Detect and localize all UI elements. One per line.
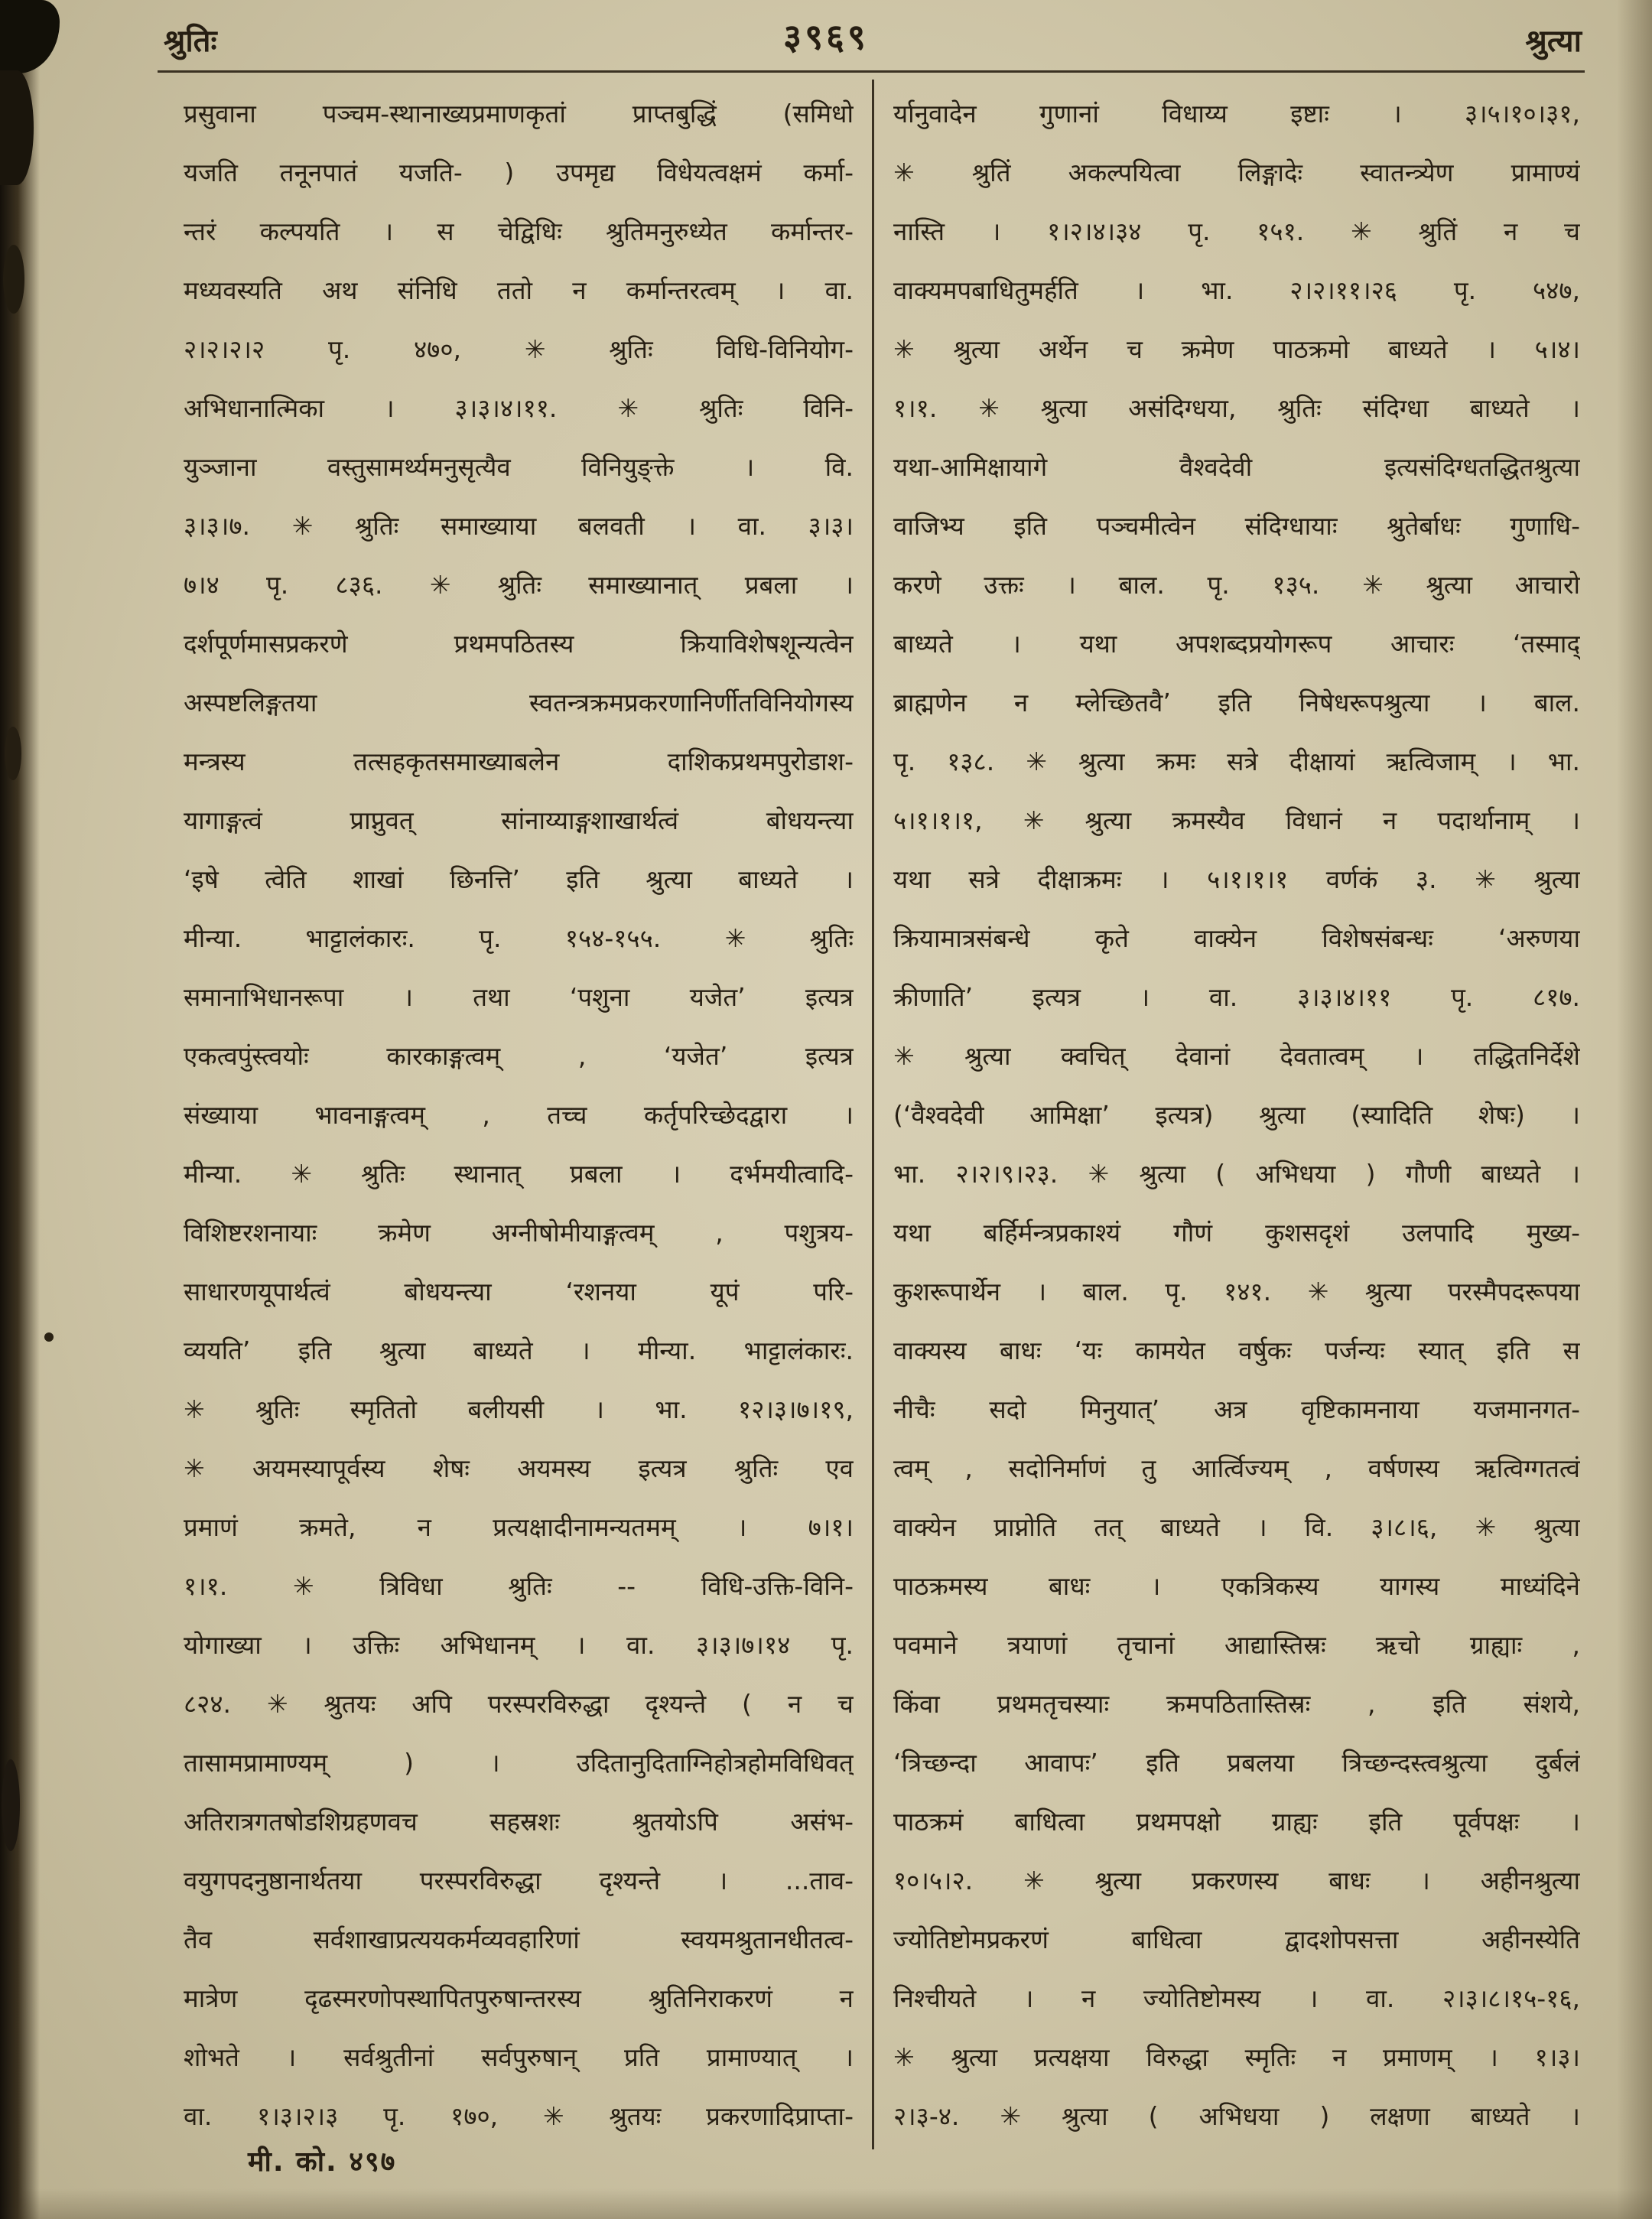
text-line: १०।५।२. ✳ श्रुत्या प्रकरणस्य बाधः । अहीनश्रुत्या [893, 1866, 1580, 1895]
text-line: वाक्यमपबाधितुमर्हति । भा. २।२।११।२६ पृ. ५४७, [893, 275, 1580, 305]
text-line: क्रियामात्रसंबन्धे कृते वाक्येन विशेषसंबन्धः ‘अरुणया [893, 923, 1580, 953]
text-line: व्ययति’ इति श्रुत्या बाध्यते । मीन्या. भाट्टालंकारः. [184, 1336, 854, 1365]
text-line: ✳ श्रुतिः स्मृतितो बलीयसी । भा. १२।३।७।१९, [184, 1394, 854, 1424]
text-line: अस्पष्टलिङ्गतया स्वतन्त्रक्रमप्रकरणानिर्णीतविनियोगस्य [184, 688, 854, 717]
text-line: तैव सर्वशाखाप्रत्ययकर्मव्यवहारिणां स्वयमश्रुतानधीतत्व- [184, 1925, 854, 1954]
header-keyword-right: श्रुत्या [1525, 24, 1582, 59]
text-line: पवमाने त्रयाणां तृचानां आद्यास्तिस्रः ऋचो ग्राह्याः , [893, 1630, 1580, 1660]
text-line: बाध्यते । यथा अपशब्दप्रयोगरूप आचारः ‘तस्माद् [893, 629, 1580, 659]
binding-edge [0, 0, 40, 2219]
page-number: ३९६९ [783, 16, 869, 57]
ink-stain [0, 70, 34, 185]
text-line: संख्याया भावनाङ्गत्वम् , तच्च कर्तृपरिच्छेदद्वारा । [184, 1100, 854, 1130]
left-column [184, 84, 854, 2146]
page-edge-shadow-bottom [0, 2188, 1652, 2219]
text-line: तासामप्रामाण्यम् ) । उदितानुदिताग्निहोत्रहोमविधिवत् [184, 1748, 854, 1778]
text-line: ✳ श्रुत्या प्रत्यक्षया विरुद्धा स्मृतिः न प्रमाणम् । १।३। [893, 2042, 1580, 2072]
text-line: २।३-४. ✳ श्रुत्या ( अभिधया ) लक्षणा बाध्यते । [893, 2101, 1580, 2131]
ink-stain [3, 245, 24, 314]
text-line: न्तरं कल्पयति । स चेद्विधिः श्रुतिमनुरुध्येत कर्मान्तर- [184, 216, 854, 246]
text-line: मध्यवस्यति अथ संनिधि ततो न कर्मान्तरत्वम् । वा. [184, 275, 854, 305]
text-line: वाक्यस्य बाधः ‘यः कामयेत वर्षुकः पर्जन्यः स्यात् इति स [893, 1336, 1580, 1365]
text-line: मीन्या. ✳ श्रुतिः स्थानात् प्रबला । दर्भमयीत्वादि- [184, 1159, 854, 1189]
text-line: १।१. ✳ श्रुत्या असंदिग्धया, श्रुतिः संदिग्धा बाध्यते । [893, 393, 1580, 423]
text-line: नास्ति । १।२।४।३४ पृ. १५१. ✳ श्रुतिं न च [893, 216, 1580, 246]
text-line: वयुगपदनुष्ठानार्थतया परस्परविरुद्धा दृश्यन्ते । ...ताव- [184, 1866, 854, 1895]
header-rule [158, 70, 1585, 73]
text-line: ७।४ पृ. ८३६. ✳ श्रुतिः समाख्यानात् प्रबला । [184, 570, 854, 600]
text-line: त्वम् , सदोनिर्माणं तु आर्त्विज्यम् , वर्षणस्य ऋत्विग्गतत्वं [893, 1453, 1580, 1483]
text-line: निश्चीयते । न ज्योतिष्टोमस्य । वा. २।३।८।१५-१६, [893, 1983, 1580, 2013]
text-line: कुशरूपार्थेन । बाल. पृ. १४१. ✳ श्रुत्या परस्मैपदरूपया [893, 1277, 1580, 1306]
text-line: वा. १।३।२।३ पृ. १७०, ✳ श्रुतयः प्रकरणादिप्राप्ता- [184, 2101, 854, 2131]
text-line: ८२४. ✳ श्रुतयः अपि परस्परविरुद्धा दृश्यन्ते ( न च [184, 1689, 854, 1719]
text-line: शोभते । सर्वश्रुतीनां सर्वपुरुषान् प्रति प्रामाण्यात् । [184, 2042, 854, 2072]
text-line: किंवा प्रथमतृचस्याः क्रमपठितास्तिस्रः , इति संशये, [893, 1689, 1580, 1719]
text-line: नीचैः सदो मिनुयात्’ अत्र वृष्टिकामनाया यजमानगत- [893, 1394, 1580, 1424]
text-line: पाठक्रमस्य बाधः । एकत्रिकस्य यागस्य माध्यंदिने [893, 1571, 1580, 1601]
ink-stain [44, 1332, 54, 1342]
text-line: यथा सत्रे दीक्षाक्रमः । ५।१।१।१ वर्णकं ३. ✳ श्रुत्या [893, 864, 1580, 894]
text-line: पाठक्रमं बाधित्वा प्रथमपक्षो ग्राह्यः इति पूर्वपक्षः । [893, 1807, 1580, 1837]
text-line: करणे उक्तः । बाल. पृ. १३५. ✳ श्रुत्या आचारो [893, 570, 1580, 600]
text-line: पृ. १३८. ✳ श्रुत्या क्रमः सत्रे दीक्षायां ऋत्विजाम् । भा. [893, 747, 1580, 776]
text-line: वाक्येन प्राप्नोति तत् बाध्यते । वि. ३।८।६, ✳ श्रुत्या [893, 1512, 1580, 1542]
text-line: विशिष्टरशनायाः क्रमेण अग्नीषोमीयाङ्गत्वम् , पशुत्रय- [184, 1218, 854, 1248]
text-line: प्रमाणं क्रमते, न प्रत्यक्षादीनामन्यतमम् । ७।१। [184, 1512, 854, 1542]
text-line: समानाभिधानरूपा । तथा ‘पशुना यजेत’ इत्यत्र [184, 982, 854, 1012]
text-line: साधारणयूपार्थत्वं बोधयन्त्या ‘रशनया यूपं परि- [184, 1277, 854, 1306]
text-line: प्रसुवाना पञ्चम-स्थानाख्यप्रमाणकृतां प्राप्तबुद्धिं (समिधो [184, 99, 854, 129]
text-line: ✳ श्रुतिं अकल्पयित्वा लिङ्गादेः स्वातन्त्र्येण प्रामाण्यं [893, 158, 1580, 187]
text-line: यथा-आमिक्षायागे वैश्वदेवी इत्यसंदिग्धतद्धितश्रुत्या [893, 452, 1580, 482]
footer-signature: मी. को. ४९७ [248, 2146, 397, 2178]
text-line: मात्रेण दृढस्मरणोपस्थापितपुरुषान्तरस्य श्रुतिनिराकरणं न [184, 1983, 854, 2013]
text-line: र्यानुवादेन गुणानां विधाय्य इष्टाः । ३।५।१०।३१, [893, 99, 1580, 129]
text-line: अभिधानात्मिका । ३।३।४।११. ✳ श्रुतिः विनि- [184, 393, 854, 423]
text-line: २।२।२।२ पृ. ४७०, ✳ श्रुतिः विधि-विनियोग- [184, 334, 854, 364]
text-line: यथा बर्हिर्मन्त्रप्रकाश्यं गौणं कुशसदृशं उलपादि मुख्य- [893, 1218, 1580, 1248]
text-line: ‘त्रिच्छन्दा आवापः’ इति प्रबलया त्रिच्छन्दस्त्वश्रुत्या दुर्बलं [893, 1748, 1580, 1778]
text-line: ३।३।७. ✳ श्रुतिः समाख्याया बलवती । वा. ३।३। [184, 511, 854, 541]
text-line: ‘इषे त्वेति शाखां छिनत्ति’ इति श्रुत्या बाध्यते । [184, 864, 854, 894]
text-line: एकत्वपुंस्त्वयोः कारकाङ्गत्वम् , ‘यजेत’ इत्यत्र [184, 1041, 854, 1071]
text-line: यागाङ्गत्वं प्राप्नुवत् सांनाय्याङ्गशाखार्थत्वं बोधयन्त्या [184, 805, 854, 835]
column-divider [872, 80, 874, 2149]
text-line: (‘वैश्वदेवी आमिक्षा’ इत्यत्र) श्रुत्या (स्यादिति शेषः) । [893, 1100, 1580, 1130]
text-line: युञ्जाना वस्तुसामर्थ्यमनुसृत्यैव विनियुङ्क्ते । वि. [184, 452, 854, 482]
ink-stain [2, 1759, 20, 1851]
text-line: योगाख्या । उक्तिः अभिधानम् । वा. ३।३।७।१४ पृ. [184, 1630, 854, 1660]
page-edge-shadow-right [1617, 0, 1652, 2219]
right-column [893, 84, 1580, 2146]
text-line: मन्त्रस्य तत्सहकृतसमाख्याबलेन दाशिकप्रथमपुरोडाश- [184, 747, 854, 776]
text-line: यजति तनूनपातं यजति- ) उपमृद्य विधेयत्वक्षमं कर्मा- [184, 158, 854, 187]
text-line: वाजिभ्य इति पञ्चमीत्वेन संदिग्धायाः श्रुतेर्बाधः गुणाधि- [893, 511, 1580, 541]
text-line: ✳ श्रुत्या क्वचित् देवानां देवतात्वम् । तद्धितनिर्देशे [893, 1041, 1580, 1071]
header-keyword-left: श्रुतिः [164, 24, 217, 59]
text-line: ✳ अयमस्यापूर्वस्य शेषः अयमस्य इत्यत्र श्रुतिः एव [184, 1453, 854, 1483]
text-line: क्रीणाति’ इत्यत्र । वा. ३।३।४।११ पृ. ८१७. [893, 982, 1580, 1012]
text-line: ✳ श्रुत्या अर्थेन च क्रमेण पाठक्रमो बाध्यते । ५।४। [893, 334, 1580, 364]
text-line: ज्योतिष्टोमप्रकरणं बाधित्वा द्वादशोपसत्ता अहीनस्येति [893, 1925, 1580, 1954]
text-line: भा. २।२।९।२३. ✳ श्रुत्या ( अभिधया ) गौणी बाध्यते । [893, 1159, 1580, 1189]
text-line: दर्शपूर्णमासप्रकरणे प्रथमपठितस्य क्रियाविशेषशून्यत्वेन [184, 629, 854, 659]
text-line: १।१. ✳ त्रिविधा श्रुतिः -- विधि-उक्ति-विनि- [184, 1571, 854, 1601]
ink-stain [5, 727, 21, 780]
text-line: ५।१।१।१, ✳ श्रुत्या क्रमस्यैव विधानं न पदार्थानाम् । [893, 805, 1580, 835]
text-line: अतिरात्रगतषोडशिग्रहणवच सहस्रशः श्रुतयोऽपि असंभ- [184, 1807, 854, 1837]
text-line: मीन्या. भाट्टालंकारः. पृ. १५४-१५५. ✳ श्रुतिः [184, 923, 854, 953]
text-line: ब्राह्मणेन न म्लेच्छितवै’ इति निषेधरूपश्रुत्या । बाल. [893, 688, 1580, 717]
